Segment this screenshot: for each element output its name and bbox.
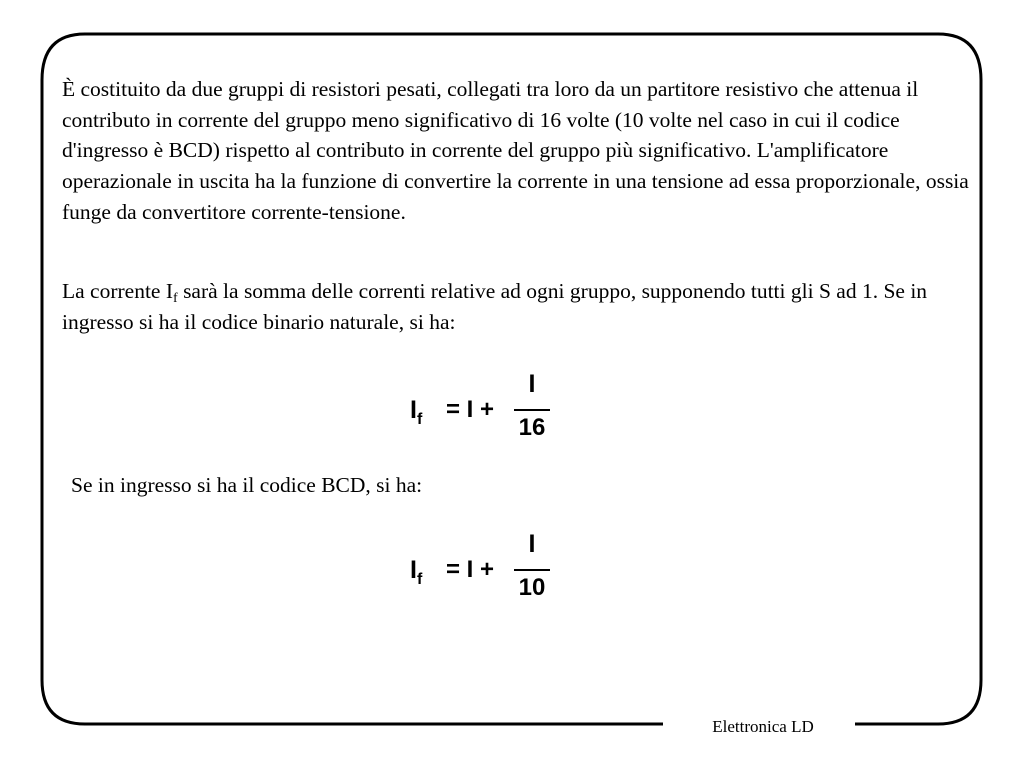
paragraph-current-sum [62, 276, 972, 337]
formula-lhs-symbol: I [410, 556, 417, 584]
formula-denominator: 16 [518, 414, 546, 441]
formula-lhs-subscript: f [416, 571, 423, 588]
formula-numerator: I [528, 370, 536, 398]
fraction-bar [514, 569, 550, 571]
formula-rhs: = I + [446, 396, 495, 423]
current-subscript: f [173, 291, 178, 306]
formula-lhs [410, 396, 423, 428]
formula-denominator: 10 [518, 574, 546, 601]
paragraph-current-sum-after: sarà la somma delle correnti relative ad ogni gruppo, supponendo tutti gli S ad 1. Se in ingresso si ha il codice binario naturale, si ha: [62, 279, 928, 334]
formula-lhs-subscript: f [416, 411, 423, 428]
formula-bcd [410, 530, 570, 610]
formula-binary [410, 370, 570, 450]
paragraph-current-sum-before: La corrente I [62, 279, 174, 303]
paragraph-description: È costituito da due gruppi di resistori pesati, collegati tra loro da un partitore resistivo che attenua il contributo in corrente del gruppo meno significativo di 16 volte (10 volte nel caso in cui il codice d'ingresso è BCD) rispetto al contributo in corrente del gruppo più significativo. L'amplificatore operazionale in uscita ha la funzione di convertire la corrente in una tensione ad essa proporzionale, ossia funge da convertitore corrente-tensione. [62, 77, 969, 224]
formula-lhs-symbol: I [410, 396, 417, 424]
footer-label: Elettronica LD [712, 717, 814, 736]
formula-lhs [410, 556, 423, 588]
fraction-bar [514, 409, 550, 411]
formula-numerator: I [528, 530, 536, 558]
paragraph-bcd: Se in ingresso si ha il codice BCD, si ha: [71, 473, 423, 497]
formula-rhs: = I + [446, 556, 495, 583]
